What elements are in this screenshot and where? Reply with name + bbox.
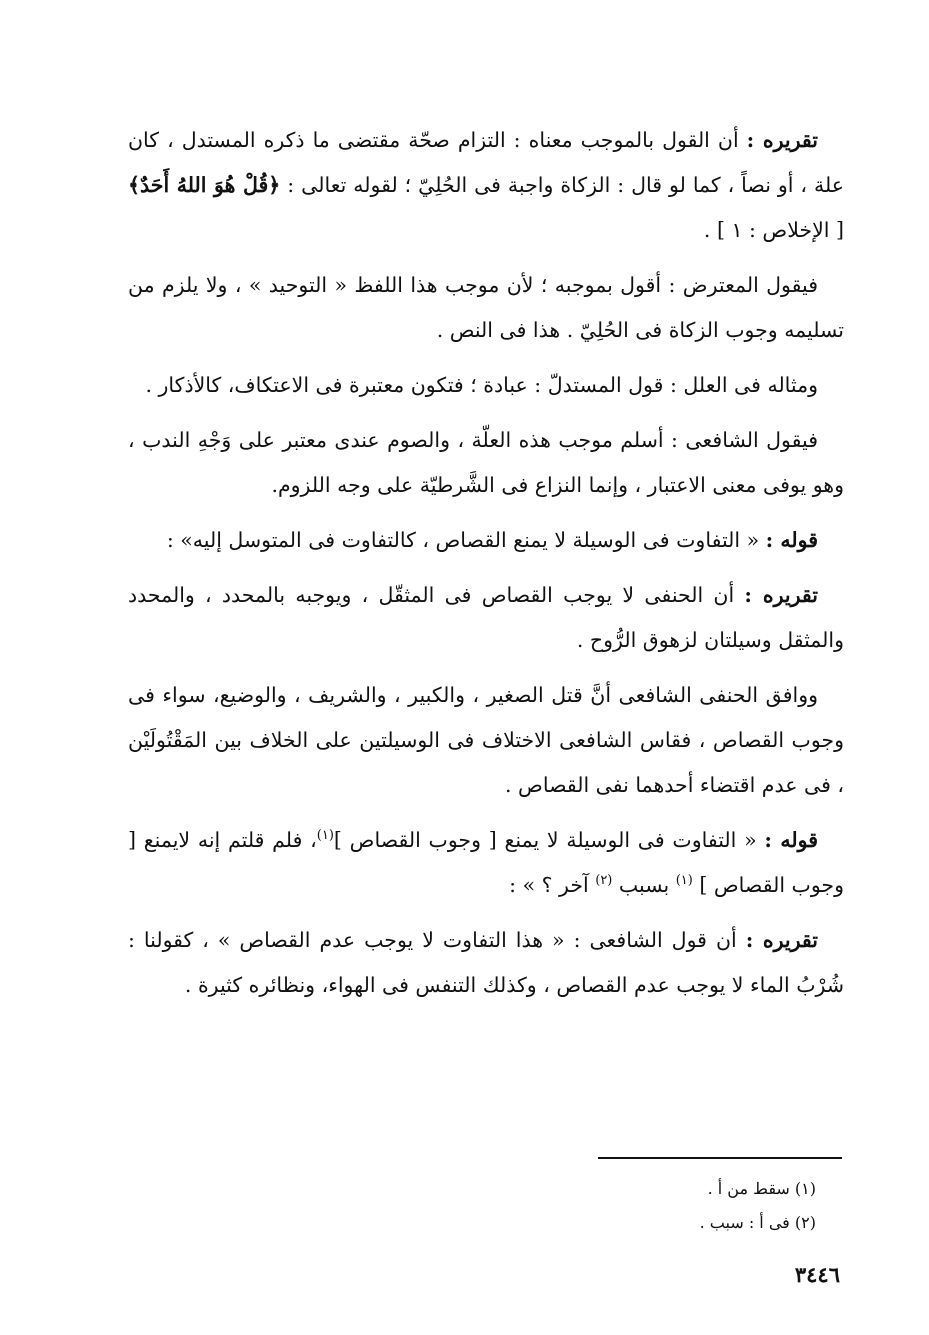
footnotes <box>520 1172 816 1240</box>
paragraph-text: فيقول الشافعى : أسلم موجب هذه العلّة ، والصوم عندى معتبر على وَجْهِ الندب ، وهو يوفى معنى الاعتبار ، وإنما النزاع فى الشَّرطيّة على وجه اللزوم. <box>128 428 844 497</box>
paragraph-4 <box>128 418 844 508</box>
footnote-marker: (١) <box>316 828 334 844</box>
paragraph-lead: تقريره : <box>744 583 818 607</box>
footnote-marker: (١) <box>675 873 693 889</box>
paragraph-text: ، فلم قلتم إنه لايمنع [ وجوب القصاص ] <box>128 828 844 897</box>
paragraph-text: « التفاوت فى الوسيلة لا يمنع القصاص ، كالتفاوت فى المتوسل إليه» : <box>166 528 766 552</box>
paragraph-text: فيقول المعترض : أقول بموجبه ؛ لأن موجب هذا اللفظ « التوحيد » ، ولا يلزم من تسليمه وجوب الزكاة فى الحُلِيّ . هذا فى النص . <box>128 273 844 342</box>
footnote-1: (١) سقط من أ . <box>707 1179 816 1198</box>
paragraph-text: ووافق الحنفى الشافعى أنَّ قتل الصغير ، والكبير ، والشريف ، والوضيع، سواء فى وجوب القصاص ، فقاس الشافعى الاختلاف فى الوسيلتين على الخلاف بين المَقْتُولَيْن ، فى عدم اقتضاء أحدهما نفى القصاص . <box>128 683 844 797</box>
paragraph-9 <box>128 918 844 1008</box>
paragraph-text: ومثاله فى العلل : قول المستدلّ : عبادة ؛ فتكون معتبرة فى الاعتكاف، كالأذكار . <box>145 373 818 397</box>
paragraph-8 <box>128 818 844 908</box>
paragraph-text: بسبب <box>612 873 676 897</box>
footnote-divider <box>598 1157 842 1159</box>
paragraph-text: « التفاوت فى الوسيلة لا يمنع [ وجوب القصاص ] <box>333 828 765 852</box>
paragraph-text: آخر ؟ » : <box>509 873 596 897</box>
paragraph-3 <box>128 363 844 408</box>
paragraph-text: أن الحنفى لا يوجب القصاص فى المثقّل ، ويوجبه بالمحدد ، والمحدد والمثقل وسيلتان لزهوق الرُّوح . <box>128 583 844 652</box>
paragraph-lead: تقريره : <box>746 128 818 152</box>
quran-verse: ﴿قُلْ هُوَ اللهُ أَحَدٌ﴾ <box>128 173 281 197</box>
paragraph-2 <box>128 263 844 353</box>
footnote-marker: (٢) <box>595 873 613 889</box>
paragraph-6 <box>128 573 844 663</box>
verse-reference: [ الإخلاص : ١ ] . <box>703 218 844 242</box>
paragraph-lead: تقريره : <box>745 928 818 952</box>
main-text <box>128 118 844 1018</box>
paragraph-7 <box>128 673 844 808</box>
footnote-2: (٢) فى أ : سبب . <box>699 1213 816 1232</box>
paragraph-lead: قوله : <box>764 828 818 852</box>
page-number: ٣٤٤٦ <box>794 1262 840 1287</box>
paragraph-lead: قوله : <box>765 528 818 552</box>
paragraph-1 <box>128 118 844 253</box>
paragraph-5 <box>128 518 844 563</box>
paragraph-text: أن قول الشافعى : « هذا التفاوت لا يوجب عدم القصاص » ، كقولنا : شُرْبُ الماء لا يوجب عدم القصاص ، وكذلك التنفس فى الهواء، ونظائره كثيرة . <box>128 928 844 997</box>
paragraph-text: أن القول بالموجب معناه : التزام صحّة مقتضى ما ذكره المستدل ، كان علة ، أو نصاً ، كما لو قال : الزكاة واجبة فى الحُلِيّ ؛ لقوله تعالى : <box>128 128 844 197</box>
